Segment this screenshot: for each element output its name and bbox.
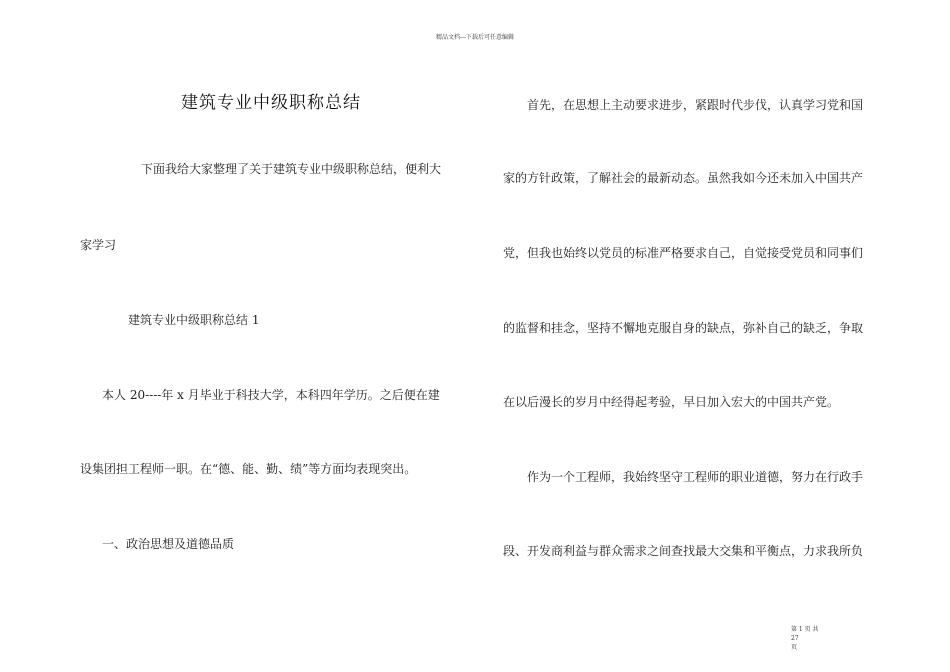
paragraph-line: 的监督和挂念，坚持不懈地克服自身的缺点，弥补自己的缺乏，争取 [503,321,864,335]
paragraph-line: 首先，在思想上主动要求进步，紧跟时代步伐，认真学习党和国 [527,98,864,112]
page-number [791,625,827,652]
paragraph-line: 下面我给大家整理了关于建筑专业中级职称总结，便利大 [141,162,442,176]
page-number-line: 第 1 页 共 27 [791,626,819,642]
paragraph-line: 段、开发商利益与群众需求之间查找最大交集和平衡点，力求我所负 [503,544,864,558]
paragraph-line: 家学习 [80,238,117,252]
document-title: 建筑专业中级职称总结 [181,93,361,113]
paragraph-line: 设集团担工程师一职。在“德、能、勤、绩”等方面均表现突出。 [80,462,417,476]
paragraph-line: 作为一个工程师，我始终坚守工程师的职业道德，努力在行政手 [527,470,864,484]
paragraph-line: 本人 20----年 x 月毕业于科技大学，本科四年学历。之后便在建 [102,388,440,402]
page-header: 精品文档---下载后可任意编辑 [435,34,515,41]
paragraph-line: 党，但我也始终以党员的标准严格要求自己，自觉接受党员和同事们 [503,246,864,260]
page-number-line: 页 [791,644,798,651]
section-heading: 一、政治思想及道德品质 [102,537,235,551]
paragraph-line: 家的方针政策，了解社会的最新动态。虽然我如今还未加入中国共产 [503,171,864,185]
section-heading: 建筑专业中级职称总结 1 [128,313,260,327]
paragraph-line: 在以后漫长的岁月中经得起考验，早日加入宏大的中国共产党。 [503,395,840,409]
